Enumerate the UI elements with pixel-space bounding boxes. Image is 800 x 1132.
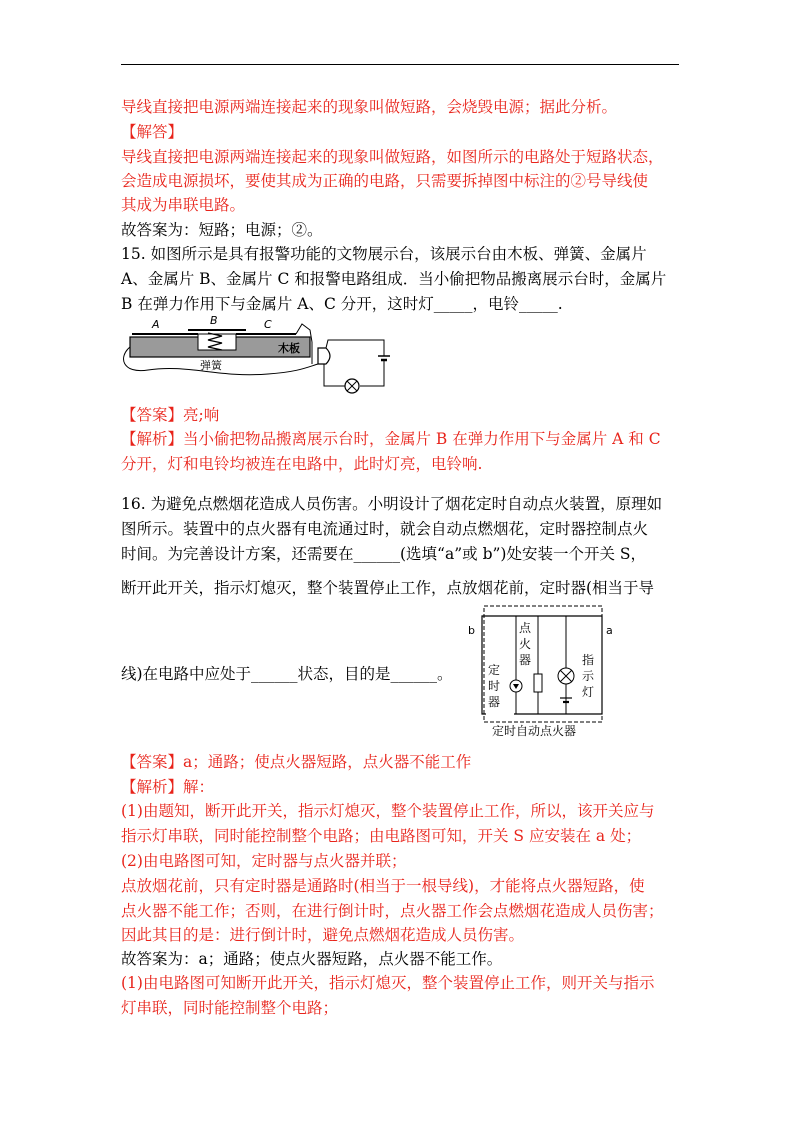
prev-answer-line: 会造成电源损坏，要使其成为正确的电路，只需要拆掉图中标注的②号导线使 (121, 172, 649, 190)
wire-right (360, 360, 384, 386)
label-timer-char: 定 (488, 663, 501, 677)
q16-analysis-line: (2)由电路图可知，定时器与点火器并联； (121, 852, 407, 870)
q16-analysis-line: (1)由电路图可知断开此开关，指示灯熄灭，整个装置停止工作，则开关与指示 (121, 974, 655, 992)
label-timer-char: 时 (488, 679, 501, 693)
q16-stem-line: 16. 为避免点燃烟花造成人员伤害。小明设计了烟花定时自动点火装置，原理如 (121, 495, 663, 513)
figure-caption: 定时自动点火器 (492, 724, 577, 738)
label-lamp-char: 灯 (582, 685, 595, 699)
q15-stem-line: 15. 如图所示是具有报警功能的文物展示台，该展示台由木板、弹簧、金属片 (121, 245, 647, 263)
prev-answer-final: 故答案为：短路；电源；②。 (121, 221, 323, 239)
q16-igniter-figure (464, 604, 622, 740)
label-a: a (606, 624, 613, 637)
q15-stem-line: A、金属片 B、金属片 C 和报警电路组成．当小偷把物品搬离展示台时，金属片 (121, 270, 667, 288)
q15-stem-line: B 在弹力作用下与金属片 A、C 分开，这时灯_____，电铃_____. (121, 295, 563, 313)
label-igniter-char: 点 (519, 621, 532, 635)
q15-analysis-line: 【解析】当小偷把物品搬离展示台时，金属片 B 在弹力作用下与金属片 A 和 C (121, 430, 661, 448)
q16-stem-line: 时间。为完善设计方案，还需要在______(选填“a”或 b”)处安装一个开关 S， (121, 545, 647, 563)
label-b: b (468, 624, 475, 637)
q16-analysis-line: 【解析】解： (121, 778, 215, 796)
bell-icon (318, 348, 330, 364)
prev-answer-line: 导线直接把电源两端连接起来的现象叫做短路，如图所示的电路处于短路状态， (121, 148, 664, 166)
label-igniter-char: 火 (519, 637, 532, 651)
q16-analysis-line: 指示灯串联，同时能控制整个电路；由电路图可知，开关 S 应安装在 a 处； (121, 827, 642, 845)
header-rule (121, 64, 679, 65)
wire-bottom (324, 364, 345, 386)
prev-answer-line: 【解答】 (121, 123, 184, 141)
label-spring: 弹簧 (200, 359, 222, 372)
q16-analysis-line: 灯串联，同时能控制整个电路； (121, 999, 339, 1017)
q15-analysis-line: 分开，灯和电铃均被连在电路中，此时灯亮，电铃响. (121, 455, 483, 473)
label-lamp-char: 指 (582, 653, 595, 667)
q16-stem-line: 线)在电路中应处于______状态，目的是______。 (121, 665, 453, 683)
q16-answer: 【答案】a；通路；使点火器短路，点火器不能工作 (121, 753, 472, 771)
q16-analysis-line: 因此其目的是：进行倒计时，避免点燃烟花造成人员伤害。 (121, 926, 525, 944)
wire-top (326, 340, 384, 356)
label-igniter-char: 器 (519, 653, 532, 667)
label-c: C (264, 318, 272, 331)
q16-final-answer: 故答案为：a；通路；使点火器短路，点火器不能工作。 (121, 950, 503, 968)
label-timer-char: 器 (488, 695, 501, 709)
q15-answer: 【答案】亮;响 (121, 406, 220, 424)
q16-analysis-line: (1)由题知，断开此开关，指示灯熄灭，整个装置停止工作，所以，该开关应与 (121, 802, 655, 820)
q16-analysis-line: 点放烟花前，只有定时器是通路时(相当于一根导线)，才能将点火器短路，使 (121, 877, 645, 895)
label-a: A (152, 318, 160, 331)
igniter-resistor-icon (534, 674, 542, 692)
label-lamp-char: 示 (582, 669, 595, 683)
label-b: B (210, 314, 218, 327)
q16-stem-line: 断开此开关，指示灯熄灭，整个装置停止工作，点放烟花前，定时器(相当于导 (121, 579, 655, 597)
prev-answer-line: 其成为串联电路。 (121, 196, 246, 214)
prev-answer-line: 导线直接把电源两端连接起来的现象叫做短路，会烧毁电源；据此分析。 (121, 98, 618, 116)
q16-analysis-line: 点火器不能工作；否则，在进行倒计时，点火器工作会点燃烟花造成人员伤害； (121, 902, 664, 920)
q16-stem-line: 图所示。装置中的点火器有电流通过时，就会自动点燃烟花，定时器控制点火 (121, 520, 649, 538)
label-board: 木板 (278, 342, 300, 355)
q15-alarm-figure (118, 312, 408, 400)
